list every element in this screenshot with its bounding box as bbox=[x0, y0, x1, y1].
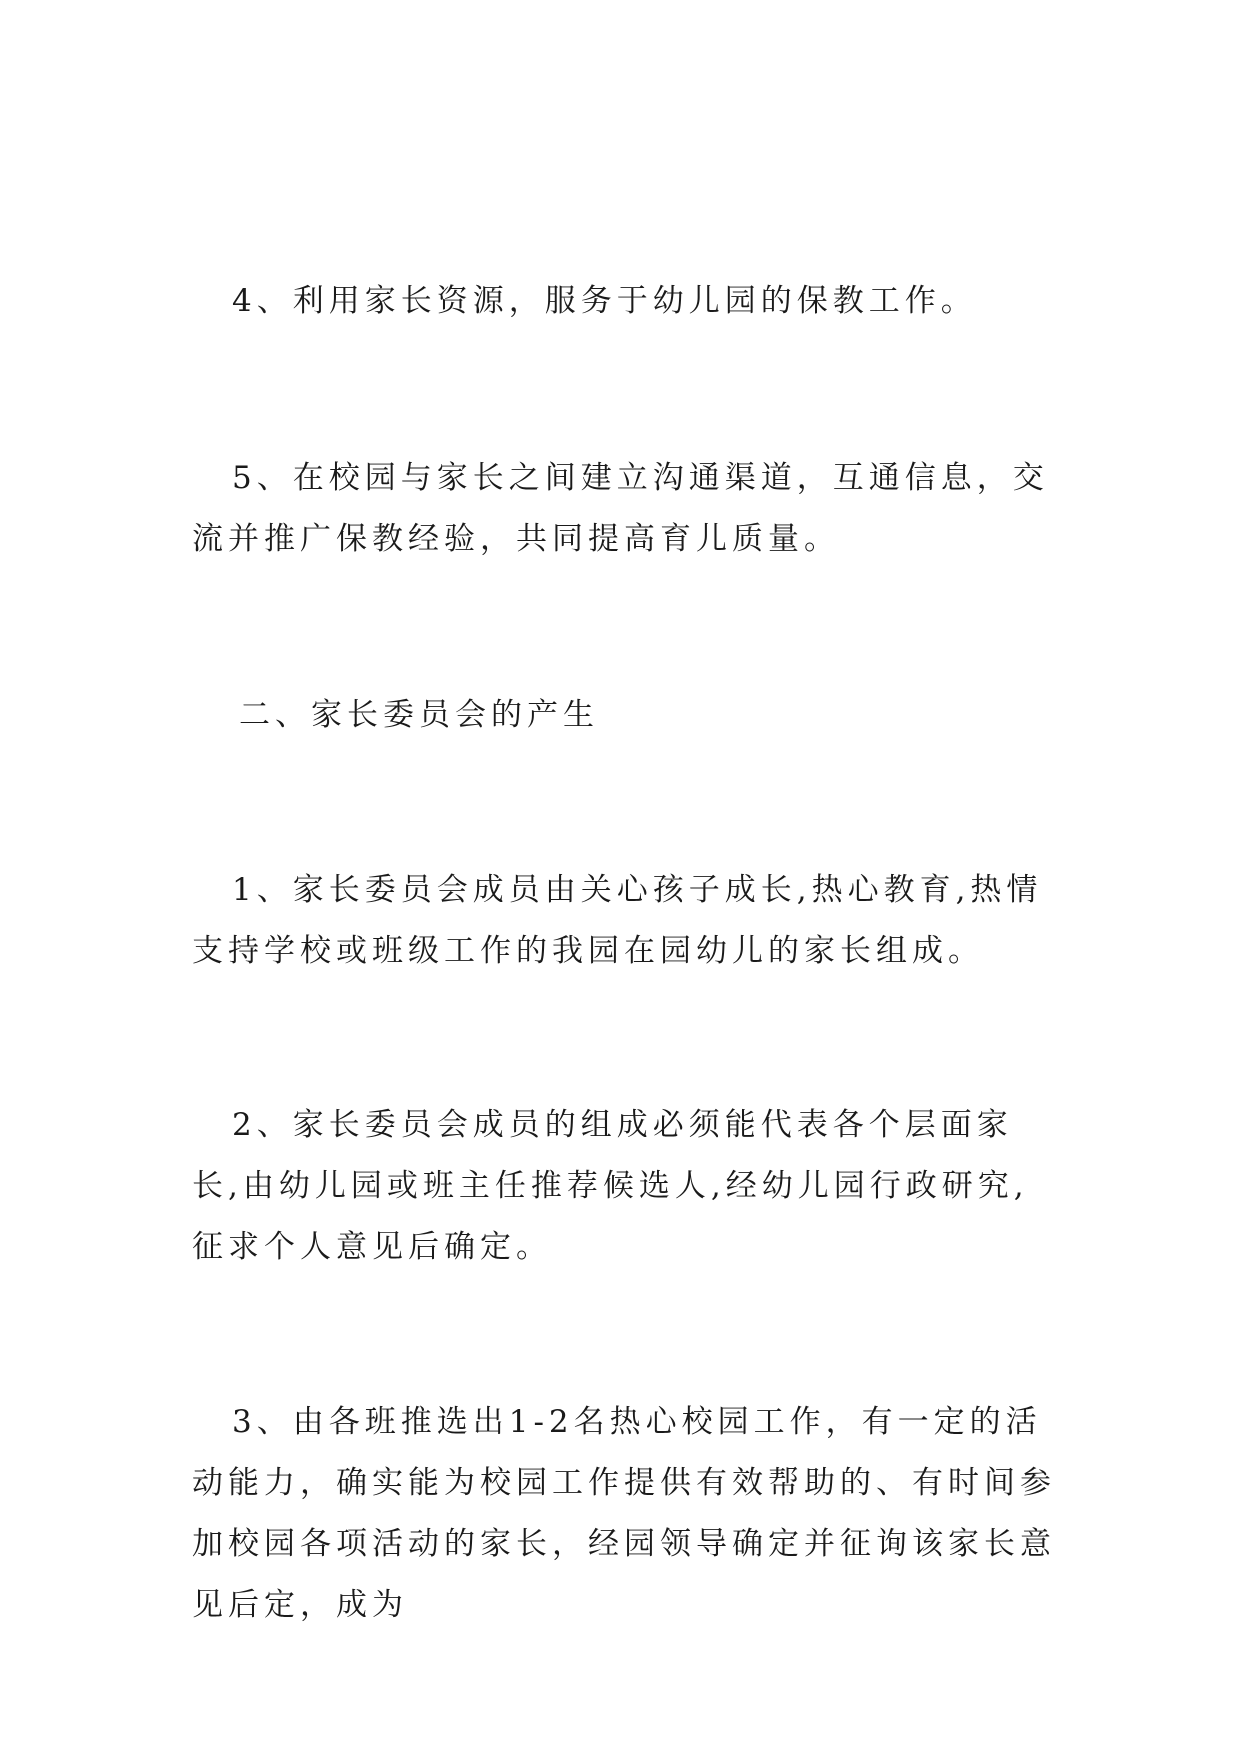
paragraph-item-4: 4、利用家长资源，服务于幼儿园的保教工作。 bbox=[232, 283, 977, 319]
section-heading: 二、家长委员会的产生 bbox=[239, 697, 599, 733]
paragraph-item-5: 5、在校园与家长之间建立沟通渠道，互通信息，交流并推广保教经验，共同提高育儿质量。 bbox=[192, 460, 1049, 557]
paragraph-item-2: 2、家长委员会成员的组成必须能代表各个层面家长,由幼儿园或班主任推荐候选人,经幼儿园行政研究,征求个人意见后确定。 bbox=[192, 1107, 1029, 1265]
paragraph-item-3: 3、由各班推选出1-2名热心校园工作，有一定的活动能力，确实能为校园工作提供有效帮助的、有时间参加校园各项活动的家长，经园领导确定并征询该家长意见后定，成为 bbox=[192, 1404, 1056, 1623]
paragraph-item-1: 1、家长委员会成员由关心孩子成长,热心教育,热情支持学校或班级工作的我园在园幼儿的家长组成。 bbox=[192, 872, 1043, 969]
